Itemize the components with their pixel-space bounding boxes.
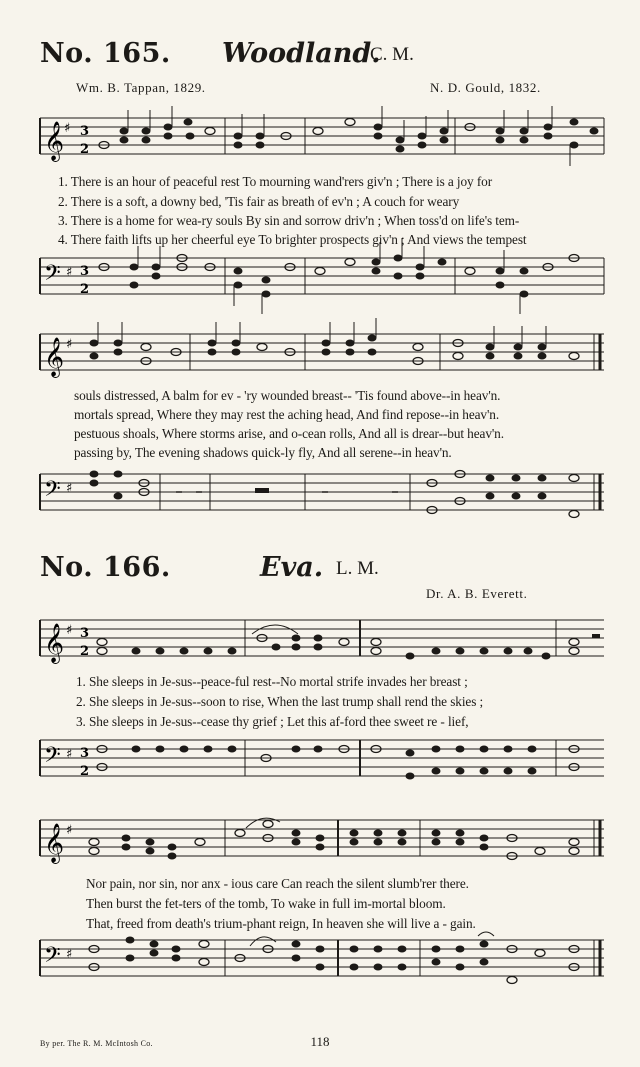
hymn-166-tune-name: Eva. — [260, 552, 324, 583]
hymn-166-number: No. 166. — [40, 552, 171, 583]
hymn-165-system2-treble-notes — [90, 335, 580, 365]
hymn-165-verse-2-line-1: 2. There is a soft, a downy bed, 'Tis fair as breath of ev'n ; A couch for weary — [58, 194, 460, 209]
hymn-166-music-credit: Dr. A. B. Everett. — [426, 586, 528, 601]
svg-text:♯: ♯ — [66, 747, 73, 762]
hymn-165-meter: C. M. — [370, 44, 414, 65]
hymn-165-music-credit: N. D. Gould, 1832. — [430, 80, 541, 95]
hymn-165-verse-3-line-2: pestuous shoals, Where storms arise, and o-cean rolls, And all is drear--but heav'n. — [74, 426, 504, 441]
page-number: 118 — [310, 1034, 330, 1049]
svg-text:3: 3 — [80, 124, 90, 139]
treble-clef-icon: 𝄞 — [44, 121, 65, 161]
svg-text:2: 2 — [80, 282, 90, 297]
hymn-165-tune-name: Woodland. — [222, 38, 381, 69]
hymn-166-system1-treble-staff — [0, 612, 640, 672]
hymn-166-verse-2-line-2: Then burst the fet-ters of the tomb, To wake in full im-mortal bloom. — [86, 896, 446, 911]
svg-text:𝄢: 𝄢 — [44, 743, 61, 773]
hymn-166-verse-1-line-2: Nor pain, nor sin, nor anx - ious care Can reach the silent slumb'rer there. — [86, 876, 469, 891]
hymn-165-verse-4-line-2: passing by, The evening shadows quick-ly fly, And all serene--in heav'n. — [74, 445, 452, 460]
svg-text:𝄞: 𝄞 — [44, 823, 65, 863]
hymn-166-meter: L. M. — [336, 558, 379, 579]
svg-text:3: 3 — [80, 626, 90, 641]
whole-rest-icon — [255, 488, 269, 493]
hymn-166-system1-bass-staff — [0, 732, 640, 792]
hymn-166-verse-3-line-2: That, freed from death's trium-phant reign, In heaven she will live a - gain. — [86, 916, 476, 931]
svg-text:♯: ♯ — [66, 265, 73, 280]
hymn-165-words-credit: Wm. B. Tappan, 1829. — [76, 80, 206, 95]
hymn-166-verse-1-line-1: 1. She sleeps in Je-sus--peace-ful rest--No mortal strife invades her breast ; — [76, 674, 468, 689]
hymn-165-number: No. 165. — [40, 38, 171, 69]
hymn-165-verse-1-line-2: souls distressed, A balm for ev - 'ry wounded breast-- 'Tis found above--in heav'n. — [74, 388, 501, 403]
svg-text:𝄞: 𝄞 — [44, 623, 65, 663]
hymn-165-verse-2-line-2: mortals spread, Where they may rest the aching head, And find repose--in heav'n. — [74, 407, 500, 422]
hymn-166-system2-treble-staff — [0, 812, 640, 872]
hymn-166-verse-3-line-1: 3. She sleeps in Je-sus--cease thy grief ; Let this af-ford thee sweet re - lief, — [76, 714, 469, 729]
bass-clef-icon: 𝄢 — [44, 261, 61, 291]
hymn-166-system1-bass-notes — [97, 746, 579, 780]
svg-text:♯: ♯ — [66, 623, 73, 638]
svg-text:♯: ♯ — [66, 337, 73, 352]
svg-text:♯: ♯ — [64, 121, 71, 136]
svg-text:3: 3 — [80, 746, 90, 761]
svg-text:𝄢: 𝄢 — [44, 943, 61, 973]
svg-text:2: 2 — [80, 764, 90, 779]
svg-text:𝄞: 𝄞 — [44, 337, 65, 377]
hymn-165-system1-treble-staff — [0, 110, 640, 170]
svg-text:2: 2 — [80, 644, 90, 659]
hymn-166-system2-bass-staff — [0, 932, 640, 992]
hymn-165-verse-3-line-1: 3. There is a home for wea-ry souls By sin and sorrow driv'n ; When toss'd on life's tem- — [58, 213, 520, 228]
hymn-166-verse-2-line-1: 2. She sleeps in Je-sus--soon to rise, When the last trump shall rend the skies ; — [76, 694, 484, 709]
svg-text:♯: ♯ — [66, 481, 73, 496]
hymn-165-system2-bass-staff — [0, 466, 640, 526]
hymn-166-system2-treble-notes — [89, 821, 579, 860]
svg-text:𝄢: 𝄢 — [44, 477, 61, 507]
hymn-165-system1-bass-staff — [0, 250, 640, 310]
svg-text:2: 2 — [80, 142, 90, 157]
hymn-165-verse-4-line-1: 4. There faith lifts up her cheerful eye To brighter prospects giv'n ; And views the tempest — [58, 232, 527, 247]
hymn-165-system2-treble-staff — [0, 326, 640, 386]
svg-text:♯: ♯ — [66, 947, 73, 962]
svg-text:3: 3 — [80, 264, 90, 279]
copyright-note: By per. The R. M. McIntosh Co. — [40, 1039, 153, 1048]
hymn-165-verse-1-line-1: 1. There is an hour of peaceful rest To mourning wand'rers giv'n ; There is a joy for — [58, 174, 493, 189]
svg-text:♯: ♯ — [66, 823, 73, 838]
